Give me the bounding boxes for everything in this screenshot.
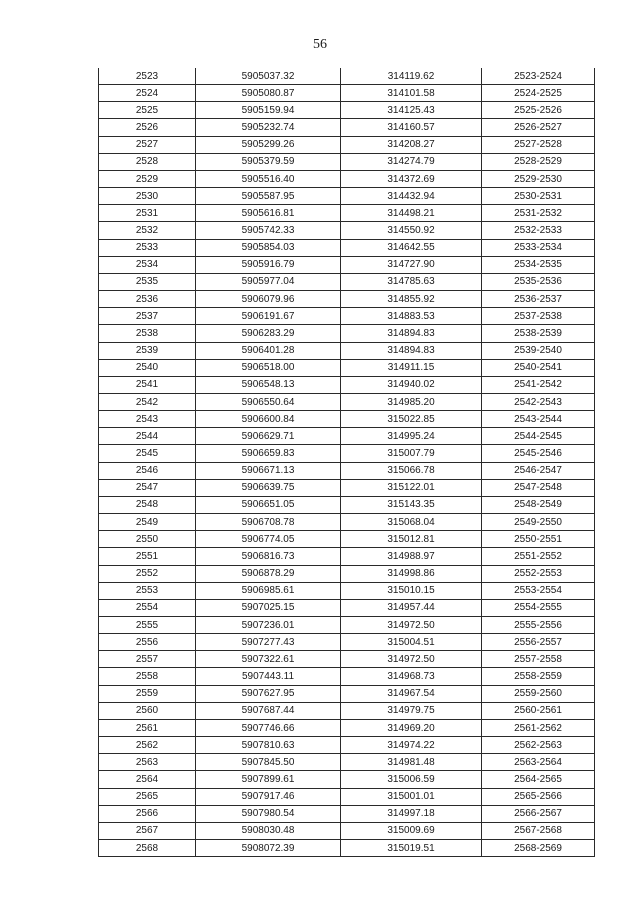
- segment-cell: 2537-2538: [482, 308, 595, 325]
- point-number-cell: 2547: [99, 479, 196, 496]
- x-coordinate-cell: 5908030.48: [196, 822, 341, 839]
- point-number-cell: 2533: [99, 239, 196, 256]
- coordinates-table: [98, 68, 595, 857]
- segment-cell: 2545-2546: [482, 445, 595, 462]
- point-number-cell: 2528: [99, 153, 196, 170]
- point-number-cell: 2568: [99, 840, 196, 857]
- table-row: [99, 496, 595, 513]
- y-coordinate-cell: 314498.21: [341, 205, 482, 222]
- y-coordinate-cell: 314208.27: [341, 136, 482, 153]
- table-row: [99, 531, 595, 548]
- y-coordinate-cell: 314785.63: [341, 273, 482, 290]
- x-coordinate-cell: 5907627.95: [196, 685, 341, 702]
- y-coordinate-cell: 314940.02: [341, 376, 482, 393]
- table-row: [99, 376, 595, 393]
- table-row: [99, 342, 595, 359]
- segment-cell: 2562-2563: [482, 737, 595, 754]
- table-row: [99, 805, 595, 822]
- segment-cell: 2532-2533: [482, 222, 595, 239]
- y-coordinate-cell: 315006.59: [341, 771, 482, 788]
- segment-cell: 2540-2541: [482, 359, 595, 376]
- point-number-cell: 2526: [99, 119, 196, 136]
- y-coordinate-cell: 314911.15: [341, 359, 482, 376]
- table-row: [99, 617, 595, 634]
- x-coordinate-cell: 5907236.01: [196, 617, 341, 634]
- table-row: [99, 514, 595, 531]
- point-number-cell: 2560: [99, 702, 196, 719]
- segment-cell: 2527-2528: [482, 136, 595, 153]
- table-row: [99, 188, 595, 205]
- table-row: [99, 68, 595, 85]
- point-number-cell: 2555: [99, 617, 196, 634]
- y-coordinate-cell: 315001.01: [341, 788, 482, 805]
- table-row: [99, 771, 595, 788]
- x-coordinate-cell: 5906283.29: [196, 325, 341, 342]
- y-coordinate-cell: 315012.81: [341, 531, 482, 548]
- x-coordinate-cell: 5906548.13: [196, 376, 341, 393]
- x-coordinate-cell: 5905037.32: [196, 68, 341, 85]
- x-coordinate-cell: 5906629.71: [196, 428, 341, 445]
- y-coordinate-cell: 315010.15: [341, 582, 482, 599]
- segment-cell: 2563-2564: [482, 754, 595, 771]
- table-row: [99, 840, 595, 857]
- table-row: [99, 136, 595, 153]
- table-row: [99, 822, 595, 839]
- segment-cell: 2567-2568: [482, 822, 595, 839]
- x-coordinate-cell: 5905232.74: [196, 119, 341, 136]
- y-coordinate-cell: 315009.69: [341, 822, 482, 839]
- x-coordinate-cell: 5907322.61: [196, 651, 341, 668]
- x-coordinate-cell: 5905379.59: [196, 153, 341, 170]
- table-row: [99, 308, 595, 325]
- segment-cell: 2525-2526: [482, 102, 595, 119]
- point-number-cell: 2537: [99, 308, 196, 325]
- point-number-cell: 2541: [99, 376, 196, 393]
- segment-cell: 2558-2559: [482, 668, 595, 685]
- x-coordinate-cell: 5906550.64: [196, 393, 341, 410]
- y-coordinate-cell: 314957.44: [341, 599, 482, 616]
- table-row: [99, 445, 595, 462]
- y-coordinate-cell: 315066.78: [341, 462, 482, 479]
- segment-cell: 2557-2558: [482, 651, 595, 668]
- y-coordinate-cell: 315122.01: [341, 479, 482, 496]
- segment-cell: 2542-2543: [482, 393, 595, 410]
- table-row: [99, 651, 595, 668]
- segment-cell: 2546-2547: [482, 462, 595, 479]
- table-row: [99, 256, 595, 273]
- y-coordinate-cell: 315022.85: [341, 411, 482, 428]
- table-row: [99, 685, 595, 702]
- y-coordinate-cell: 314727.90: [341, 256, 482, 273]
- x-coordinate-cell: 5906708.78: [196, 514, 341, 531]
- y-coordinate-cell: 314894.83: [341, 342, 482, 359]
- table-row: [99, 599, 595, 616]
- segment-cell: 2544-2545: [482, 428, 595, 445]
- point-number-cell: 2562: [99, 737, 196, 754]
- point-number-cell: 2542: [99, 393, 196, 410]
- segment-cell: 2533-2534: [482, 239, 595, 256]
- x-coordinate-cell: 5907025.15: [196, 599, 341, 616]
- table-row: [99, 668, 595, 685]
- point-number-cell: 2565: [99, 788, 196, 805]
- x-coordinate-cell: 5907687.44: [196, 702, 341, 719]
- point-number-cell: 2545: [99, 445, 196, 462]
- point-number-cell: 2550: [99, 531, 196, 548]
- segment-cell: 2549-2550: [482, 514, 595, 531]
- y-coordinate-cell: 314972.50: [341, 617, 482, 634]
- x-coordinate-cell: 5906401.28: [196, 342, 341, 359]
- y-coordinate-cell: 314972.50: [341, 651, 482, 668]
- x-coordinate-cell: 5908072.39: [196, 840, 341, 857]
- y-coordinate-cell: 314883.53: [341, 308, 482, 325]
- y-coordinate-cell: 314995.24: [341, 428, 482, 445]
- point-number-cell: 2554: [99, 599, 196, 616]
- table-row: [99, 119, 595, 136]
- y-coordinate-cell: 314998.86: [341, 565, 482, 582]
- x-coordinate-cell: 5906659.83: [196, 445, 341, 462]
- y-coordinate-cell: 314981.48: [341, 754, 482, 771]
- segment-cell: 2568-2569: [482, 840, 595, 857]
- point-number-cell: 2543: [99, 411, 196, 428]
- table-row: [99, 462, 595, 479]
- table-row: [99, 788, 595, 805]
- point-number-cell: 2525: [99, 102, 196, 119]
- table-row: [99, 548, 595, 565]
- x-coordinate-cell: 5906816.73: [196, 548, 341, 565]
- x-coordinate-cell: 5905080.87: [196, 85, 341, 102]
- point-number-cell: 2540: [99, 359, 196, 376]
- x-coordinate-cell: 5906600.84: [196, 411, 341, 428]
- point-number-cell: 2567: [99, 822, 196, 839]
- point-number-cell: 2548: [99, 496, 196, 513]
- x-coordinate-cell: 5907277.43: [196, 634, 341, 651]
- point-number-cell: 2552: [99, 565, 196, 582]
- x-coordinate-cell: 5907845.50: [196, 754, 341, 771]
- x-coordinate-cell: 5905977.04: [196, 273, 341, 290]
- segment-cell: 2543-2544: [482, 411, 595, 428]
- table-row: [99, 411, 595, 428]
- x-coordinate-cell: 5906191.67: [196, 308, 341, 325]
- y-coordinate-cell: 314968.73: [341, 668, 482, 685]
- x-coordinate-cell: 5906671.13: [196, 462, 341, 479]
- x-coordinate-cell: 5905516.40: [196, 170, 341, 187]
- point-number-cell: 2527: [99, 136, 196, 153]
- segment-cell: 2534-2535: [482, 256, 595, 273]
- y-coordinate-cell: 314974.22: [341, 737, 482, 754]
- table-row: [99, 479, 595, 496]
- segment-cell: 2536-2537: [482, 291, 595, 308]
- y-coordinate-cell: 314642.55: [341, 239, 482, 256]
- y-coordinate-cell: 315004.51: [341, 634, 482, 651]
- x-coordinate-cell: 5906985.61: [196, 582, 341, 599]
- segment-cell: 2547-2548: [482, 479, 595, 496]
- table-row: [99, 754, 595, 771]
- segment-cell: 2564-2565: [482, 771, 595, 788]
- table-row: [99, 325, 595, 342]
- table-row: [99, 737, 595, 754]
- point-number-cell: 2559: [99, 685, 196, 702]
- y-coordinate-cell: 314985.20: [341, 393, 482, 410]
- table-row: [99, 222, 595, 239]
- page-number: 56: [313, 37, 327, 52]
- y-coordinate-cell: 314125.43: [341, 102, 482, 119]
- point-number-cell: 2524: [99, 85, 196, 102]
- table-row: [99, 359, 595, 376]
- segment-cell: 2555-2556: [482, 617, 595, 634]
- point-number-cell: 2531: [99, 205, 196, 222]
- segment-cell: 2524-2525: [482, 85, 595, 102]
- x-coordinate-cell: 5906878.29: [196, 565, 341, 582]
- x-coordinate-cell: 5907917.46: [196, 788, 341, 805]
- x-coordinate-cell: 5906518.00: [196, 359, 341, 376]
- segment-cell: 2554-2555: [482, 599, 595, 616]
- x-coordinate-cell: 5905916.79: [196, 256, 341, 273]
- table-row: [99, 273, 595, 290]
- point-number-cell: 2534: [99, 256, 196, 273]
- x-coordinate-cell: 5906651.05: [196, 496, 341, 513]
- point-number-cell: 2544: [99, 428, 196, 445]
- segment-cell: 2535-2536: [482, 273, 595, 290]
- x-coordinate-cell: 5905587.95: [196, 188, 341, 205]
- x-coordinate-cell: 5907810.63: [196, 737, 341, 754]
- x-coordinate-cell: 5905159.94: [196, 102, 341, 119]
- segment-cell: 2528-2529: [482, 153, 595, 170]
- table-body: [99, 68, 595, 857]
- segment-cell: 2541-2542: [482, 376, 595, 393]
- x-coordinate-cell: 5906774.05: [196, 531, 341, 548]
- segment-cell: 2559-2560: [482, 685, 595, 702]
- point-number-cell: 2529: [99, 170, 196, 187]
- table-row: [99, 239, 595, 256]
- point-number-cell: 2523: [99, 68, 196, 85]
- table-row: [99, 719, 595, 736]
- y-coordinate-cell: 315007.79: [341, 445, 482, 462]
- x-coordinate-cell: 5907980.54: [196, 805, 341, 822]
- table-row: [99, 102, 595, 119]
- table-row: [99, 634, 595, 651]
- point-number-cell: 2564: [99, 771, 196, 788]
- x-coordinate-cell: 5907746.66: [196, 719, 341, 736]
- x-coordinate-cell: 5905299.26: [196, 136, 341, 153]
- point-number-cell: 2536: [99, 291, 196, 308]
- table-row: [99, 205, 595, 222]
- segment-cell: 2548-2549: [482, 496, 595, 513]
- point-number-cell: 2566: [99, 805, 196, 822]
- x-coordinate-cell: 5905854.03: [196, 239, 341, 256]
- x-coordinate-cell: 5906079.96: [196, 291, 341, 308]
- segment-cell: 2529-2530: [482, 170, 595, 187]
- y-coordinate-cell: 314988.97: [341, 548, 482, 565]
- y-coordinate-cell: 314274.79: [341, 153, 482, 170]
- y-coordinate-cell: 314979.75: [341, 702, 482, 719]
- table-row: [99, 428, 595, 445]
- segment-cell: 2551-2552: [482, 548, 595, 565]
- table-row: [99, 702, 595, 719]
- point-number-cell: 2556: [99, 634, 196, 651]
- segment-cell: 2560-2561: [482, 702, 595, 719]
- point-number-cell: 2551: [99, 548, 196, 565]
- y-coordinate-cell: 314432.94: [341, 188, 482, 205]
- table-row: [99, 85, 595, 102]
- y-coordinate-cell: 314967.54: [341, 685, 482, 702]
- point-number-cell: 2539: [99, 342, 196, 359]
- x-coordinate-cell: 5907899.61: [196, 771, 341, 788]
- y-coordinate-cell: 314101.58: [341, 85, 482, 102]
- x-coordinate-cell: 5906639.75: [196, 479, 341, 496]
- point-number-cell: 2553: [99, 582, 196, 599]
- segment-cell: 2526-2527: [482, 119, 595, 136]
- segment-cell: 2556-2557: [482, 634, 595, 651]
- y-coordinate-cell: 314969.20: [341, 719, 482, 736]
- segment-cell: 2550-2551: [482, 531, 595, 548]
- y-coordinate-cell: 314119.62: [341, 68, 482, 85]
- point-number-cell: 2546: [99, 462, 196, 479]
- x-coordinate-cell: 5907443.11: [196, 668, 341, 685]
- segment-cell: 2530-2531: [482, 188, 595, 205]
- table-row: [99, 582, 595, 599]
- y-coordinate-cell: 315143.35: [341, 496, 482, 513]
- segment-cell: 2561-2562: [482, 719, 595, 736]
- segment-cell: 2566-2567: [482, 805, 595, 822]
- segment-cell: 2538-2539: [482, 325, 595, 342]
- point-number-cell: 2538: [99, 325, 196, 342]
- x-coordinate-cell: 5905616.81: [196, 205, 341, 222]
- segment-cell: 2565-2566: [482, 788, 595, 805]
- y-coordinate-cell: 315019.51: [341, 840, 482, 857]
- segment-cell: 2531-2532: [482, 205, 595, 222]
- point-number-cell: 2530: [99, 188, 196, 205]
- segment-cell: 2552-2553: [482, 565, 595, 582]
- segment-cell: 2539-2540: [482, 342, 595, 359]
- point-number-cell: 2563: [99, 754, 196, 771]
- table-row: [99, 170, 595, 187]
- y-coordinate-cell: 314160.57: [341, 119, 482, 136]
- point-number-cell: 2532: [99, 222, 196, 239]
- x-coordinate-cell: 5905742.33: [196, 222, 341, 239]
- y-coordinate-cell: 315068.04: [341, 514, 482, 531]
- y-coordinate-cell: 314550.92: [341, 222, 482, 239]
- table-row: [99, 565, 595, 582]
- y-coordinate-cell: 314997.18: [341, 805, 482, 822]
- segment-cell: 2523-2524: [482, 68, 595, 85]
- y-coordinate-cell: 314372.69: [341, 170, 482, 187]
- y-coordinate-cell: 314855.92: [341, 291, 482, 308]
- point-number-cell: 2558: [99, 668, 196, 685]
- table-row: [99, 393, 595, 410]
- table-row: [99, 291, 595, 308]
- table-row: [99, 153, 595, 170]
- y-coordinate-cell: 314894.83: [341, 325, 482, 342]
- point-number-cell: 2535: [99, 273, 196, 290]
- point-number-cell: 2561: [99, 719, 196, 736]
- point-number-cell: 2557: [99, 651, 196, 668]
- point-number-cell: 2549: [99, 514, 196, 531]
- segment-cell: 2553-2554: [482, 582, 595, 599]
